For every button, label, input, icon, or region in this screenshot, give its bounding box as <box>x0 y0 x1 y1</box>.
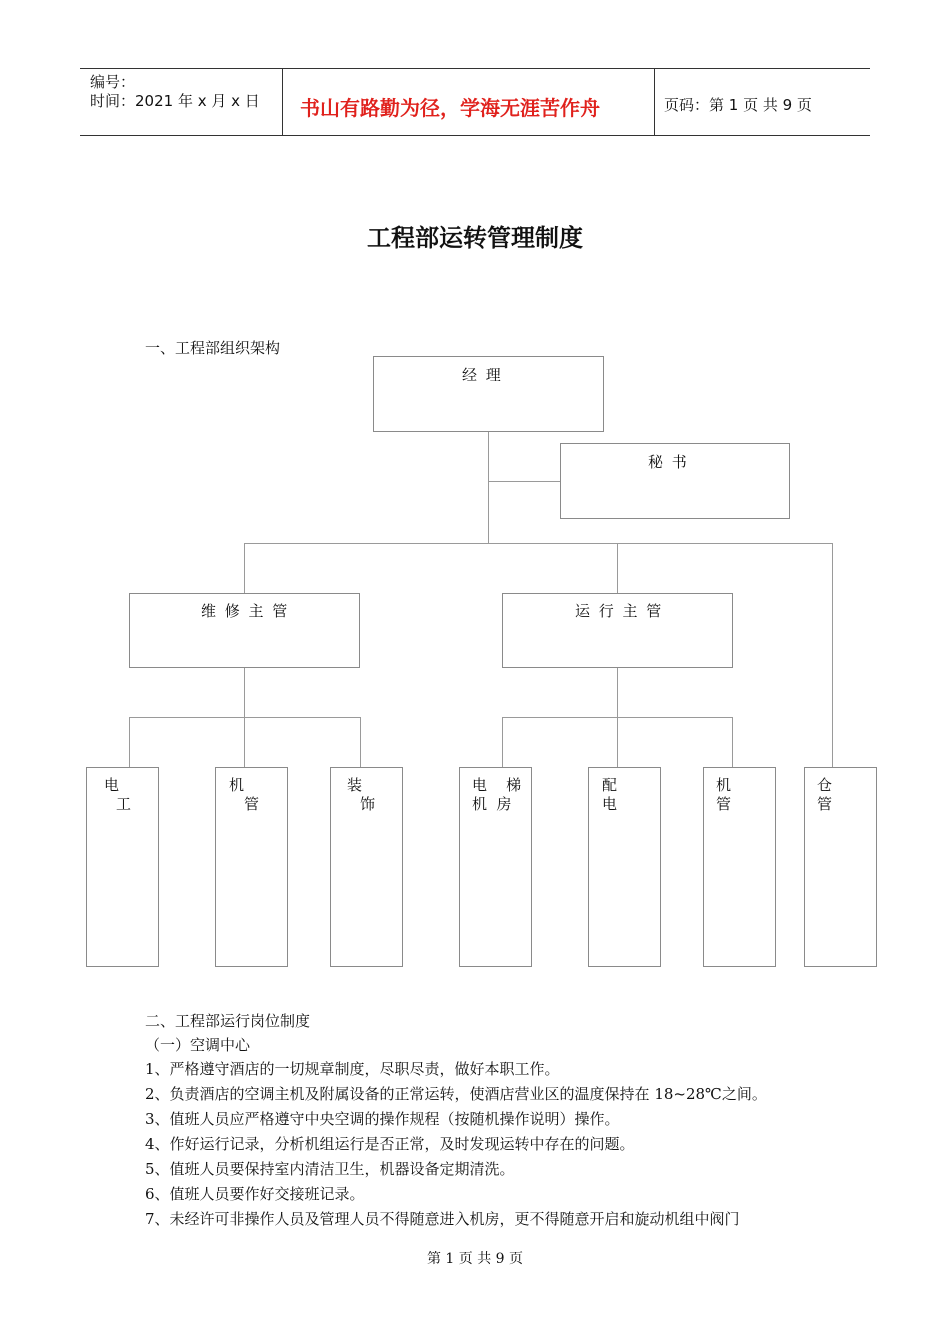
subsection-heading-air-conditioning: （一）空调中心 <box>145 1036 251 1054</box>
header-top-border <box>80 68 870 69</box>
connector-to-maint <box>244 543 245 593</box>
org-label-secretary: 秘 书 <box>648 453 689 471</box>
connector-maint-horizontal <box>129 717 361 718</box>
org-label-manager: 经 理 <box>462 366 503 384</box>
connector-to-decoration <box>360 717 361 767</box>
rule-item: 3、值班人员应严格遵守中央空调的操作规程（按随机操作说明）操作。 <box>145 1110 620 1128</box>
org-label-operations-supervisor: 运 行 主 管 <box>575 602 664 620</box>
header-divider-left <box>282 68 283 136</box>
connector-level2-horizontal <box>244 543 833 544</box>
page-footer: 第 1 页 共 9 页 <box>426 1251 524 1267</box>
org-label-decoration-1: 装 <box>347 776 363 794</box>
header-divider-right <box>654 68 655 136</box>
header-bottom-border <box>80 135 870 136</box>
org-box-mechanical-ops <box>703 767 776 967</box>
org-label-elevator-room-1: 电 梯 <box>472 776 522 794</box>
org-box-power-distribution <box>588 767 661 967</box>
rule-item: 2、负责酒店的空调主机及附属设备的正常运转，使酒店营业区的温度保持在 18~28℃之间。 <box>145 1085 767 1103</box>
org-box-warehouse <box>804 767 877 967</box>
rule-item: 5、值班人员要保持室内清洁卫生，机器设备定期清洗。 <box>145 1160 515 1178</box>
connector-to-electrician <box>129 717 130 767</box>
rule-item: 6、值班人员要作好交接班记录。 <box>145 1185 365 1203</box>
org-label-decoration-2: 饰 <box>360 795 376 813</box>
org-label-electrician-1: 电 <box>104 776 120 794</box>
org-label-mechanical-2: 管 <box>244 795 260 813</box>
connector-to-mech-ops <box>732 717 733 767</box>
connector-to-elevator <box>502 717 503 767</box>
document-title: 工程部运转管理制度 <box>367 224 583 252</box>
rule-item: 1、严格遵守酒店的一切规章制度，尽职尽责，做好本职工作。 <box>145 1060 560 1078</box>
org-label-warehouse-2: 管 <box>817 795 833 813</box>
org-label-mechanical-ops-1: 机 <box>716 776 732 794</box>
connector-manager-down <box>488 431 489 544</box>
document-time-label: 时间：2021 年 x 月 x 日 <box>90 92 260 110</box>
org-label-power-distribution-1: 配 <box>602 776 618 794</box>
org-label-mechanical-ops-2: 管 <box>716 795 732 813</box>
section-heading-post-rules: 二、工程部运行岗位制度 <box>145 1012 311 1030</box>
org-label-electrician-2: 工 <box>116 795 132 813</box>
org-label-warehouse-1: 仓 <box>817 776 833 794</box>
org-label-power-distribution-2: 电 <box>602 795 618 813</box>
document-number-label: 编号： <box>90 73 136 91</box>
connector-to-secretary <box>488 481 560 482</box>
rule-item: 4、作好运行记录，分析机组运行是否正常，及时发现运转中存在的问题。 <box>145 1135 635 1153</box>
connector-to-ops <box>617 543 618 593</box>
rule-item: 7、未经许可非操作人员及管理人员不得随意进入机房，更不得随意开启和旋动机组中阀门 <box>145 1210 740 1228</box>
org-label-maintenance-supervisor: 维 修 主 管 <box>201 602 290 620</box>
connector-ops-horizontal <box>502 717 733 718</box>
page-number-label: 页码：第 1 页 共 9 页 <box>664 96 812 114</box>
connector-to-warehouse <box>832 543 833 767</box>
org-label-elevator-room-2: 机 房 <box>472 795 512 813</box>
org-label-mechanical-1: 机 <box>229 776 245 794</box>
header-motto: 书山有路勤为径，学海无涯苦作舟 <box>300 96 600 120</box>
section-heading-org-structure: 一、工程部组织架构 <box>145 339 281 357</box>
